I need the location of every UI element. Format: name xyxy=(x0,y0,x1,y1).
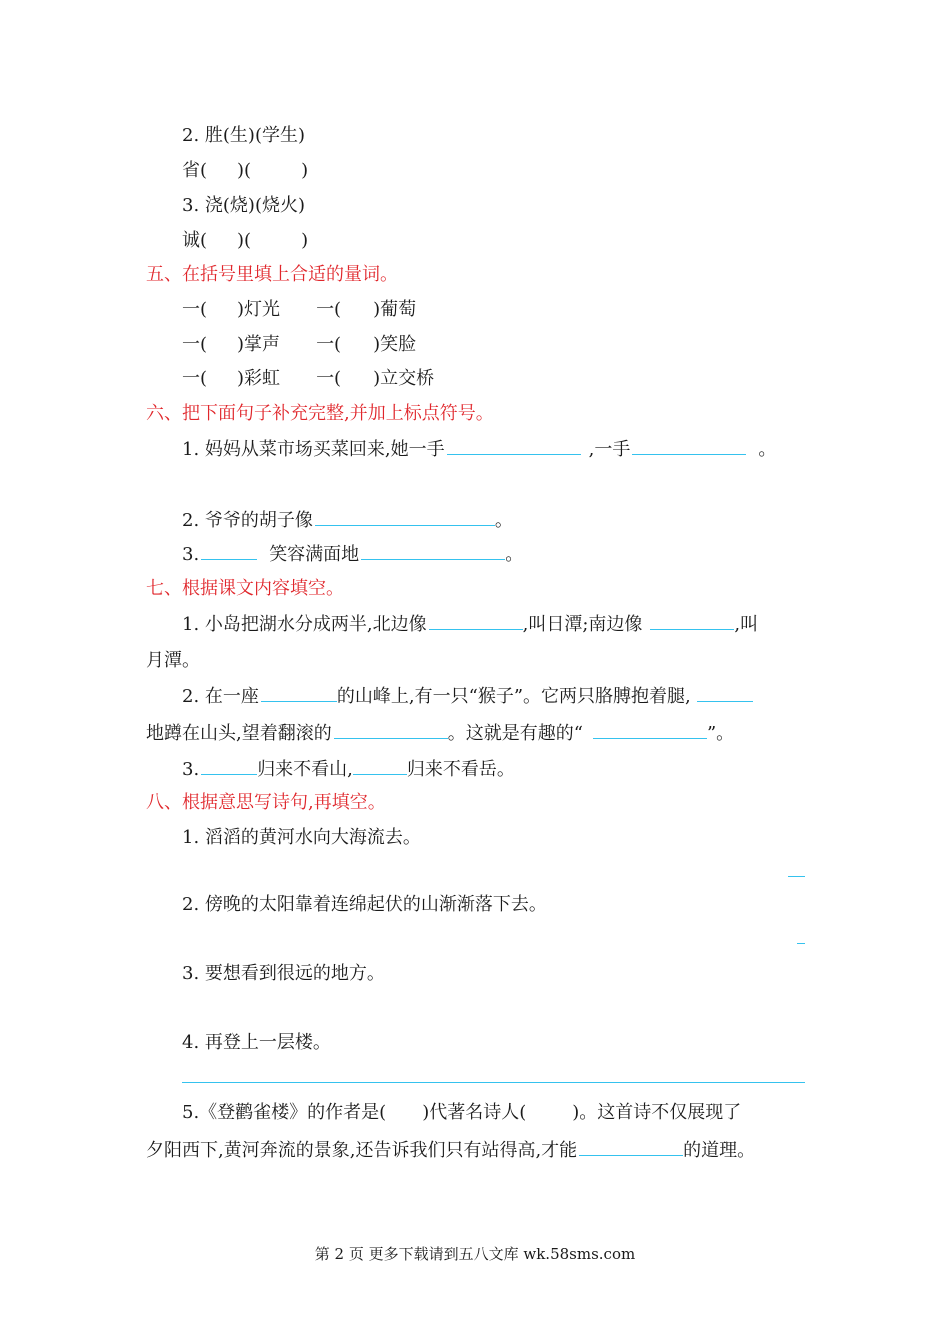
measure-word-row-2: 一( )掌声 一( )笑脸 xyxy=(182,334,417,355)
fill-1-line-1: 1. 小岛把湖水分成两半,北边像 ,叫日潭;南边像 ,叫 xyxy=(182,611,758,637)
answer-blank[interactable] xyxy=(201,541,257,560)
q4-item-2-answer: 省( )( ) xyxy=(182,160,309,181)
fill-1-line-2: 月潭。 xyxy=(146,650,200,671)
poem-fill-5-line-2: 夕阳西下,黄河奔流的景象,还告诉我们只有站得高,才能 的道理。 xyxy=(146,1137,755,1163)
fill-2-line-2: 地蹲在山头,望着翻滚的 。这就是有趣的“ ”。 xyxy=(146,720,734,746)
answer-blank[interactable] xyxy=(201,756,257,775)
q4-item-2: 2. 胜(生)(学生) xyxy=(182,125,305,146)
section-8-heading: 八、根据意思写诗句,再填空。 xyxy=(146,792,386,813)
measure-word-row-1: 一( )灯光 一( )葡萄 xyxy=(182,299,417,320)
answer-blank[interactable] xyxy=(632,436,746,455)
poem-fill-5-line-1: 5.《登鹳雀楼》的作者是( )代著名诗人( )。这首诗不仅展现了 xyxy=(182,1102,742,1123)
answer-blank[interactable] xyxy=(315,507,495,526)
answer-blank[interactable] xyxy=(261,683,337,702)
section-6-heading: 六、把下面句子补充完整,并加上标点符号。 xyxy=(146,403,494,424)
poem-meaning-4: 4. 再登上一层楼。 xyxy=(182,1032,331,1053)
page-footer: 第 2 页 更多下载请到五八文库 wk.58sms.com xyxy=(314,1245,636,1263)
answer-blank[interactable] xyxy=(361,541,505,560)
answer-blank[interactable] xyxy=(429,611,523,630)
answer-blank[interactable] xyxy=(593,720,707,739)
sentence-2: 2. 爷爷的胡子像 。 xyxy=(182,507,513,533)
sentence-3: 3. 笑容满面地 。 xyxy=(182,541,523,567)
poem-answer-line-1[interactable] xyxy=(788,876,805,877)
poem-answer-line-4[interactable] xyxy=(182,1082,805,1083)
poem-meaning-3: 3. 要想看到很远的地方。 xyxy=(182,963,385,984)
answer-blank[interactable] xyxy=(353,756,407,775)
poem-meaning-2: 2. 傍晚的太阳靠着连绵起伏的山渐渐落下去。 xyxy=(182,894,547,915)
fill-2-line-1: 2. 在一座 的山峰上,有一只“猴子”。它两只胳膊抱着腿, xyxy=(182,683,753,709)
answer-blank[interactable] xyxy=(334,720,448,739)
q4-item-3: 3. 浇(烧)(烧火) xyxy=(182,195,305,216)
answer-blank[interactable] xyxy=(650,611,734,630)
sentence-1: 1. 妈妈从菜市场买菜回来,她一手 ,一手 。 xyxy=(182,436,776,462)
poem-meaning-1: 1. 滔滔的黄河水向大海流去。 xyxy=(182,827,421,848)
section-5-heading: 五、在括号里填上合适的量词。 xyxy=(146,264,398,285)
answer-blank[interactable] xyxy=(697,683,753,702)
fill-3: 3. 归来不看山, 归来不看岳。 xyxy=(182,756,515,782)
measure-word-row-3: 一( )彩虹 一( )立交桥 xyxy=(182,368,435,389)
answer-blank[interactable] xyxy=(447,436,581,455)
section-7-heading: 七、根据课文内容填空。 xyxy=(146,578,344,599)
q4-item-3-answer: 诚( )( ) xyxy=(182,230,309,251)
poem-answer-line-2[interactable] xyxy=(797,943,805,944)
answer-blank[interactable] xyxy=(579,1137,683,1156)
